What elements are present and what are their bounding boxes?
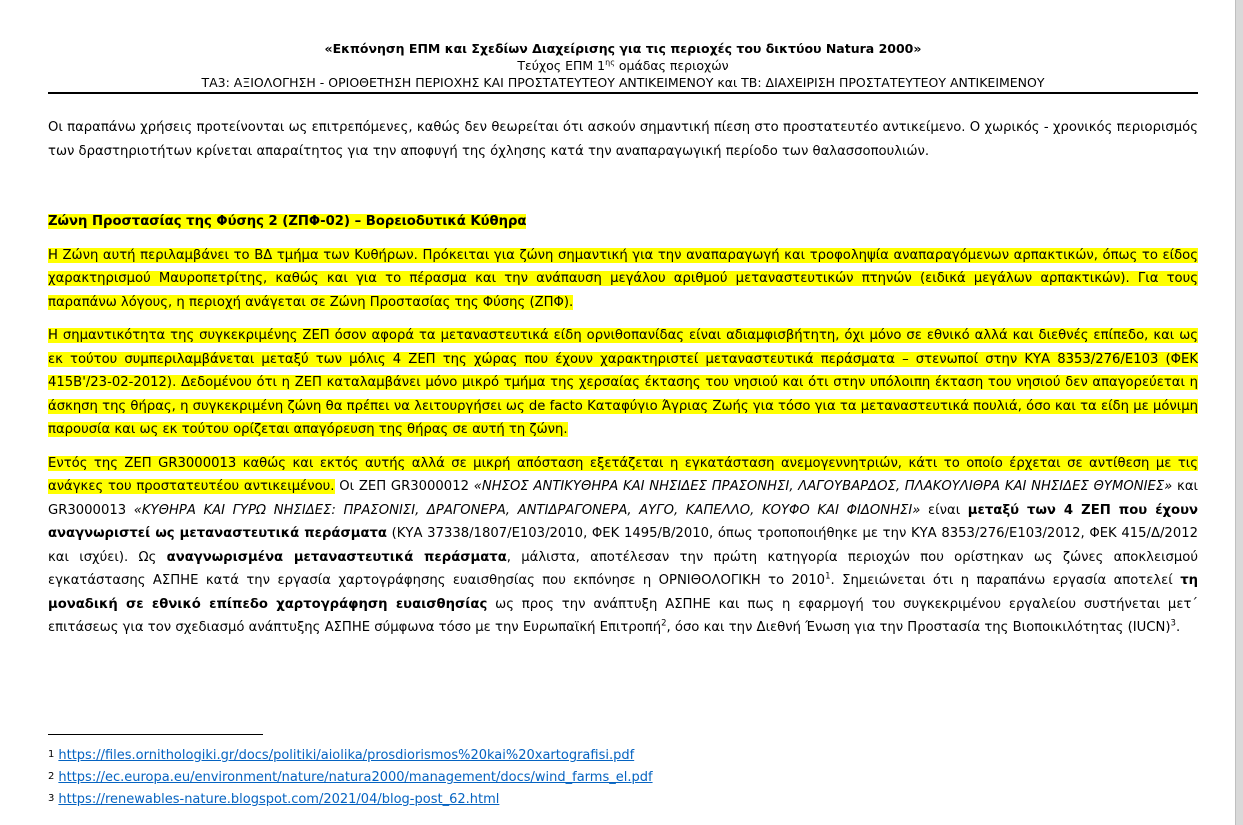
page-header bbox=[48, 40, 1198, 91]
subtitle-post: ομάδας περιοχών bbox=[614, 58, 729, 73]
footnote-item bbox=[48, 744, 1198, 766]
paragraph-intro: Οι παραπάνω χρήσεις προτείνονται ως επιτρεπόμενες, καθώς δεν θεωρείται ότι ασκούν σημαντική πίεση στο προστατευτέο αντικείμενο. Ο χωρικός - χρονικός περιορισμός των δραστηριοτήτων κρίνεται απαραίτητος για την αποφυγή της όχλησης κατά την αναπαραγωγική περίοδο των θαλασσοπουλιών. bbox=[48, 120, 1198, 159]
footnote-ref-3[interactable]: 3 bbox=[1170, 618, 1176, 629]
document-body bbox=[48, 116, 1198, 640]
task-b: ΤΒ: ΔΙΑΧΕΙΡΙΣΗ ΠΡΟΣΤΑΤΕΥΤΕΟΥ ΑΝΤΙΚΕΙΜΕΝΟΥ bbox=[741, 75, 1045, 90]
windfarms-c: είναι bbox=[920, 502, 968, 518]
footnote-link[interactable]: https://ec.europa.eu/environment/nature/natura2000/management/docs/wind_farms_el.pdf bbox=[58, 770, 653, 785]
footnote-number: 3 bbox=[48, 793, 55, 804]
task-a: ΤΑ3: ΑΞΙΟΛΟΓΗΣΗ - ΟΡΙΟΘΕΤΗΣΗ ΠΕΡΙΟΧΗΣ ΚΑΙ ΠΡΟΣΤΑΤΕΥΤΕΟΥ ΑΝΤΙΚΕΙΜΕΝΟΥ bbox=[201, 75, 714, 90]
footnote-link[interactable]: https://renewables-nature.blogspot.com/2021/04/blog-post_62.html bbox=[58, 792, 500, 807]
subtitle-sup: ης bbox=[605, 57, 615, 67]
footnote-ref-1[interactable]: 1 bbox=[825, 571, 831, 582]
footnote-ref-2[interactable]: 2 bbox=[661, 618, 667, 629]
document-title: «Εκπόνηση ΕΠΜ και Σχεδίων Διαχείρισης για τις περιοχές του δικτύου Natura 2000» bbox=[324, 41, 922, 56]
windfarms-bold2: αναγνωρισμένα μεταναστευτικά περάσματα bbox=[166, 549, 507, 565]
task-connector: και bbox=[713, 75, 742, 90]
windfarms-g: ως προς την ανάπτυξη ΑΣΠΗΕ και πως η εφαρμογή του συγκεκριμένου εργαλείου συστήνεται μετ΄ επιτάσεως για τον σχεδιασμό ανάπτυξης ΑΣΠΗΕ σύμφωνα τόσο με την Ευρωπαϊκή Επιτροπή bbox=[48, 596, 1198, 635]
document-subtitle bbox=[48, 57, 1198, 74]
windfarms-b: και GR3000013 bbox=[48, 479, 1198, 518]
section-heading bbox=[48, 210, 1198, 234]
windfarms-a: Οι ΖΕΠ GR3000012 bbox=[334, 479, 474, 494]
footnote-item bbox=[48, 766, 1198, 788]
footnotes bbox=[48, 744, 1198, 810]
section-heading-text: Ζώνη Προστασίας της Φύσης 2 (ΖΠΦ-02) – Βορειοδυτικά Κύθηρα bbox=[48, 214, 527, 229]
paragraph-windfarms bbox=[48, 452, 1198, 640]
footnote-number: 2 bbox=[48, 771, 55, 782]
paragraph-zone-text: Η Ζώνη αυτή περιλαμβάνει το ΒΔ τμήμα των Κυθήρων. Πρόκειται για ζώνη σημαντική για την αναπαραγωγή και τροφοληψία αναπαραγόμενων αρπακτικών, όπως το είδος χαρακτηρισμού Μαυροπετρίτης, καθώς και για το πέρασμα και την ανάπαυση μεγάλου αριθμού μεταναστευτικών πτηνών (ειδικά μεγάλων αρπακτικών). Για τους παραπάνω λόγους, η περιοχή ανάγεται σε Ζώνη Προστασίας της Φύσης (ΖΠΦ). bbox=[48, 247, 1198, 310]
vertical-scrollbar[interactable] bbox=[1235, 0, 1243, 825]
windfarms-bold3: τη μοναδική σε εθνικό επίπεδο χαρτογράφηση ευαισθησίας bbox=[48, 573, 1198, 612]
footnote-item bbox=[48, 788, 1198, 810]
windfarms-f: . Σημειώνεται ότι η παραπάνω εργασία αποτελεί bbox=[830, 573, 1181, 588]
windfarms-d: (ΚΥΑ 37338/1807/Ε103/2010, ΦΕΚ 1495/Β/2010, όπως τροποποιήθηκε με την ΚΥΑ 8353/276/Ε103/2012, ΦΕΚ 415/Δ/2012 και ισχύει). Ως bbox=[48, 526, 1198, 565]
windfarms-highlight: Εντός της ΖΕΠ GR3000013 καθώς και εκτός αυτής αλλά σε μικρή απόσταση εξετάζεται η εγκατάσταση ανεμογεννητριών, κάτι το οποίο έρχεται σε αντίθεση με τις ανάγκες του προστατευτέου αντικειμένου. bbox=[48, 455, 1198, 494]
windfarms-site2: «ΚΥΘΗΡΑ ΚΑΙ ΓΥΡΩ ΝΗΣΙΔΕΣ: ΠΡΑΣΟΝΙΣΙ, ΔΡΑΓΟΝΕΡΑ, ΑΝΤΙΔΡΑΓΟΝΕΡΑ, ΑΥΓΟ, ΚΑΠΕΛΛΟ, ΚΟΥΦΟ ΚΑΙ ΦΙΔΟΝΗΣΙ» bbox=[133, 502, 921, 518]
paragraph-zone bbox=[48, 244, 1198, 315]
paragraph-significance bbox=[48, 324, 1198, 442]
footnote-link[interactable]: https://files.ornithologiki.gr/docs/politiki/aiolika/prosdiorismos%20kai%20xartografisi.pdf bbox=[58, 748, 635, 763]
paragraph-significance-text: Η σημαντικότητα της συγκεκριμένης ΖΕΠ όσον αφορά τα μεταναστευτικά είδη ορνιθοπανίδας είναι αδιαμφισβήτητη, όχι μόνο σε εθνικό αλλά και διεθνές επίπεδο, και ως εκ τούτου συμπεριλαμβάνεται μεταξύ των μόλις 4 ΖΕΠ της χώρας που έχουν χαρακτηριστεί μεταναστευτικά περάσματα – στενωποί στην ΚΥΑ 8353/276/Ε103 (ΦΕΚ 415Β'/23-02-2012). Δεδομένου ότι η ΖΕΠ καταλαμβάνει μόνο μικρό τμήμα της χερσαίας έκτασης του νησιού και ότι στην υπόλοιπη έκταση του νησιού δεν απαγορεύεται η άσκηση της θήρας, η συγκεκριμένη ζώνη θα πρέπει να λειτουργήσει ως de facto Καταφύγιο Άγριας Ζωής για τόσο για τα μεταναστευτικά πουλιά, όσο και τα είδη με μόνιμη παρουσία και ως εκ τούτου ορίζεται απαγόρευση της θήρας σε αυτή τη ζώνη. bbox=[48, 328, 1198, 437]
windfarms-bold1: μεταξύ των 4 ΖΕΠ που έχουν αναγνωριστεί ως μεταναστευτικά περάσματα bbox=[48, 502, 1198, 541]
header-divider bbox=[48, 92, 1198, 94]
footnote-divider bbox=[48, 734, 263, 735]
document-task-line bbox=[48, 74, 1198, 91]
windfarms-site1: «ΝΗΣΟΣ ΑΝΤΙΚΥΘΗΡΑ ΚΑΙ ΝΗΣΙΔΕΣ ΠΡΑΣΟΝΗΣΙ, ΛΑΓΟΥΒΑΡΔΟΣ, ΠΛΑΚΟΥΛΙΘΡΑ ΚΑΙ ΝΗΣΙΔΕΣ ΘΥΜΟΝΙΕΣ» bbox=[473, 479, 1173, 494]
footnote-number: 1 bbox=[48, 749, 55, 760]
windfarms-e: , μάλιστα, αποτέλεσαν την πρώτη κατηγορία περιοχών που ορίστηκαν ως ζώνες αποκλεισμού εγκατάστασης ΑΣΠΗΕ κατά την εργασία χαρτογράφησης ευαισθησίας που εκπόνησε η ΟΡΝΙΘΟΛΟΓΙΚΗ το 2010 bbox=[48, 549, 1198, 588]
windfarms-h: , όσο και την Διεθνή Ένωση για την Προστασία της Βιοποικιλότητας (IUCN) bbox=[666, 620, 1171, 635]
windfarms-end: . bbox=[1175, 620, 1181, 635]
subtitle-pre: Τεύχος ΕΠΜ 1 bbox=[517, 58, 606, 73]
